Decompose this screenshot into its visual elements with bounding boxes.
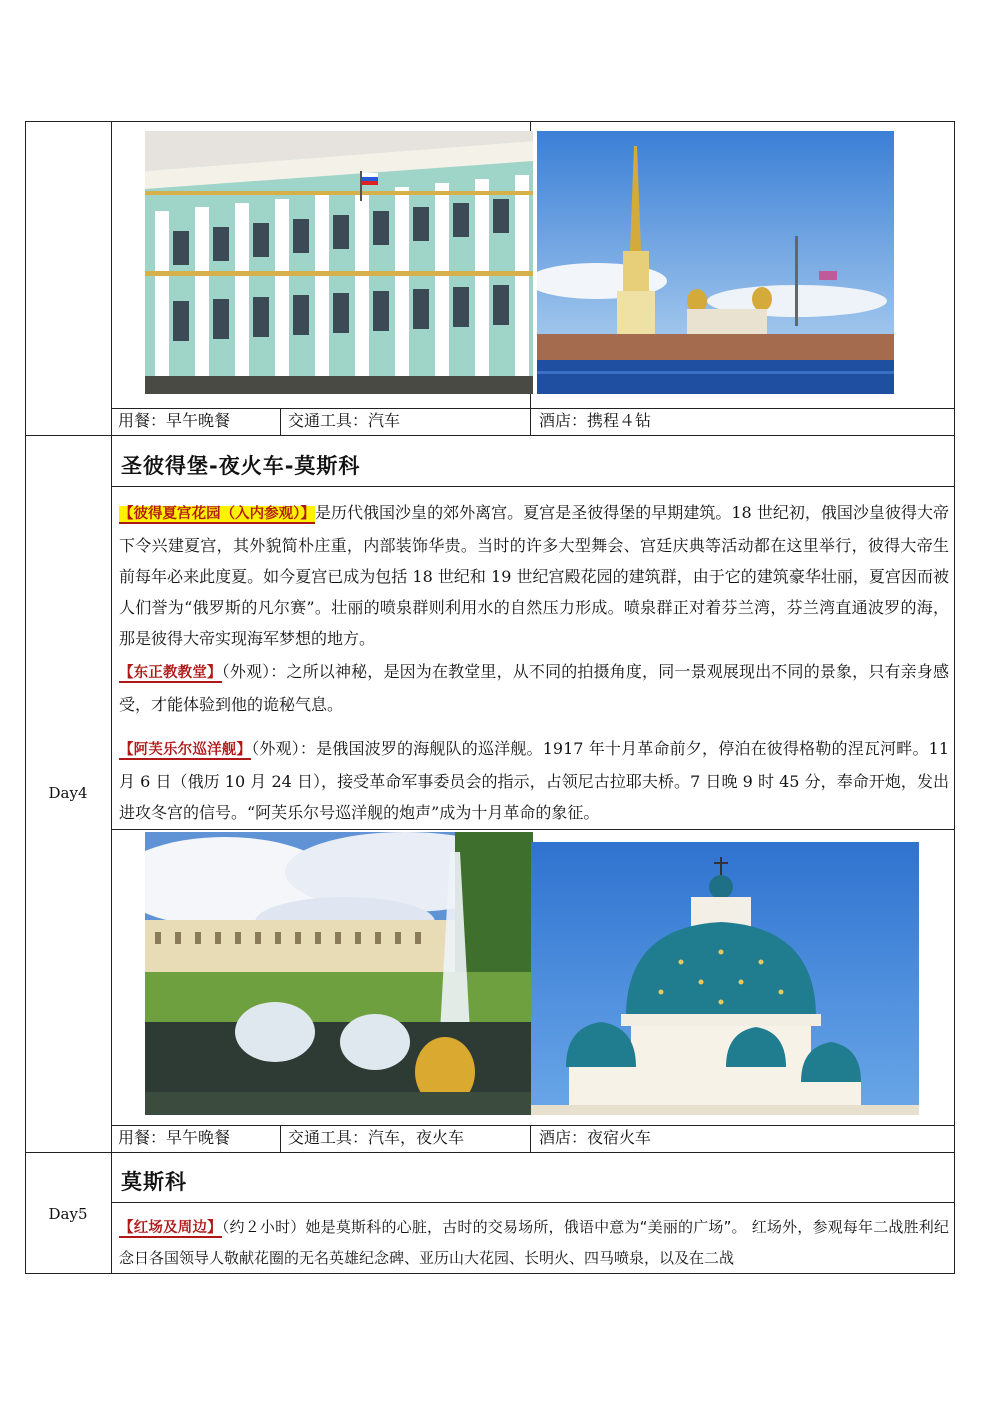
aurora-cruiser-text: （外观）：是俄国波罗的海舰队的巡洋舰。1917 年十月革命前夕，停泊在彼得格勒的涅瓦河畔。11 月 6 日（俄历 10 月 24 日），接受革命军事委员会的指示，占领尼古拉耶夫桥。7 日晚 9 时 45 分，奉命开炮，发出进攻冬宫的信号。“阿芙乐尔号巡洋舰的炮声”成为十月革命的象征。 <box>119 739 950 822</box>
day5-label: Day5 <box>48 1205 88 1223</box>
table-rule <box>280 408 281 436</box>
day4-label: Day4 <box>48 784 88 802</box>
day4-transport: 交通工具：汽车，夜火车 <box>288 1128 465 1147</box>
aurora-cruiser-paragraph <box>119 733 949 828</box>
orthodox-church-text: （外观）：之所以神秘，是因为在教堂里，从不同的拍摄角度，同一景观展现出不同的景象，只有亲身感受，才能体验到他的诡秘气息。 <box>119 662 949 714</box>
day5-title: 莫斯科 <box>121 1170 187 1194</box>
orthodox-church-tag: 【东正教教堂】 <box>119 665 222 681</box>
table-rule <box>25 121 26 1274</box>
day4-meals: 用餐：早午晚餐 <box>118 1128 231 1147</box>
table-rule <box>25 121 955 122</box>
table-rule <box>25 1273 955 1274</box>
red-square-tag: 【红场及周边】 <box>119 1220 222 1236</box>
day3-hotel: 酒店：携程４钻 <box>539 411 652 430</box>
day3-meals: 用餐：早午晚餐 <box>118 411 231 430</box>
table-rule <box>25 1152 955 1153</box>
summer-palace-tag: 【彼得夏宫花园（入内参观）】 <box>119 506 315 522</box>
table-rule <box>111 486 955 487</box>
summer-palace-text: 是历代俄国沙皇的郊外离宫。夏宫是圣彼得堡的早期建筑。18 世纪初，俄国沙皇彼得大帝下令兴建夏宫，其外貌简朴庄重，内部装饰华贵。当时的许多大型舞会、宫廷庆典等活动都在这里举行，彼得大帝生前每年必来此度夏。如今夏宫已成为包括 18 世纪和 19 世纪宫殿花园的建筑群，由于它的建筑豪华壮丽，夏宫因而被人们誉为“俄罗斯的凡尔赛”。壮丽的喷泉群则利用水的自然压力形成。喷泉群正对着芬兰湾，芬兰湾直通波罗的海，那是彼得大帝实现海军梦想的地方。 <box>119 503 949 648</box>
summer-palace-paragraph <box>119 497 949 651</box>
winter-palace-photo <box>145 131 533 394</box>
red-square-text: （约２小时）她是莫斯科的心脏，古时的交易场所，俄语中意为“美丽的广场”。 红场外，参观每年二战胜利纪念日各国领导人敬献花圈的无名英雄纪念碑、亚历山大花园、长明火、四马喷泉，以及在二战 <box>119 1218 949 1267</box>
table-rule <box>111 1125 955 1126</box>
peterhof-fountains-photo <box>145 832 533 1115</box>
aurora-cruiser-tag: 【阿芙乐尔巡洋舰】 <box>119 742 252 758</box>
red-square-paragraph <box>119 1212 949 1272</box>
table-rule <box>111 829 955 830</box>
table-rule <box>954 121 955 1274</box>
orthodox-church-paragraph <box>119 656 949 720</box>
peter-paul-fortress-photo <box>537 131 894 394</box>
table-rule <box>111 121 112 1274</box>
trinity-cathedral-photo <box>531 842 919 1115</box>
table-rule <box>111 1202 955 1203</box>
day3-transport: 交通工具：汽车 <box>288 411 401 430</box>
table-rule <box>25 435 955 436</box>
table-rule <box>111 408 955 409</box>
table-rule <box>280 1125 281 1153</box>
day4-hotel: 酒店：夜宿火车 <box>539 1128 652 1147</box>
table-rule <box>530 1125 531 1153</box>
day4-title: 圣彼得堡-夜火车-莫斯科 <box>121 454 361 478</box>
